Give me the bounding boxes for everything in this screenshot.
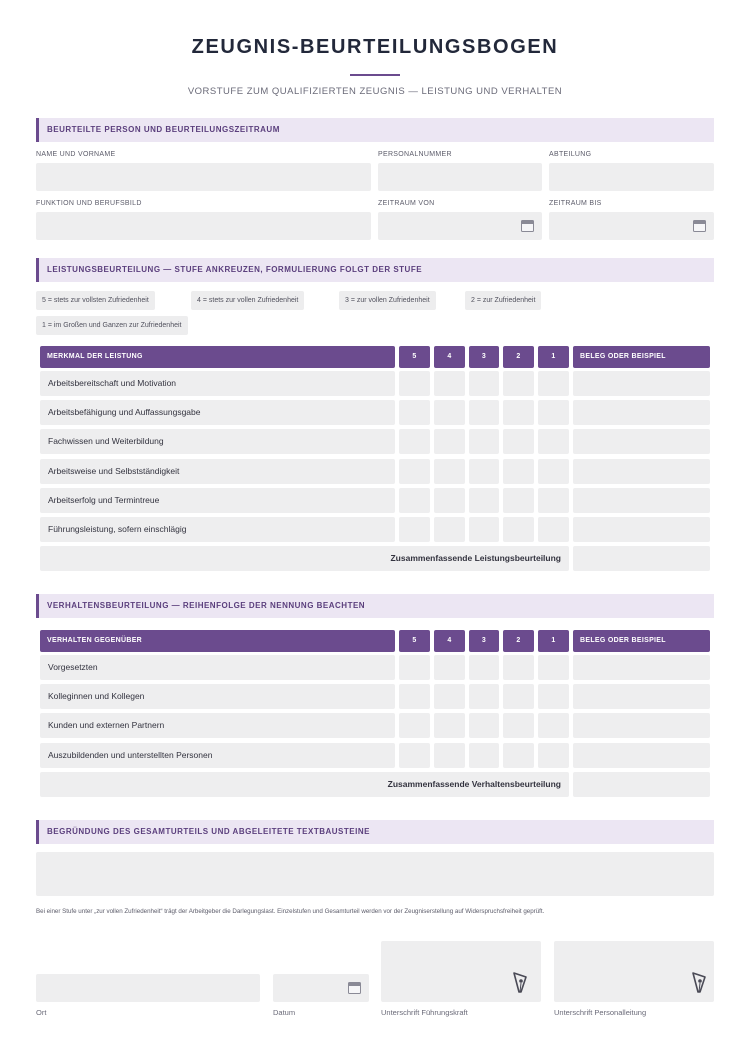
summary-label: Zusammenfassende Leistungsbeurteilung	[40, 546, 569, 571]
column-header-grade-3: 3	[469, 630, 499, 652]
calendar-icon[interactable]	[348, 982, 361, 994]
table-row-label: Kunden und externen Partnern	[40, 713, 395, 738]
page-title: ZEUGNIS-BEURTEILUNGSBOGEN	[191, 36, 559, 58]
section-justification: BEGRÜNDUNG DES GESAMTURTEILS UND ABGELEITETE TEXTBAUSTEINE	[36, 820, 714, 844]
grade-4-checkbox[interactable]	[434, 400, 465, 425]
column-header-grade-2: 2	[503, 630, 534, 652]
personnel-number-field[interactable]	[378, 163, 542, 191]
grade-1-checkbox[interactable]	[538, 488, 569, 513]
grade-5-checkbox[interactable]	[399, 459, 430, 484]
period-to-field[interactable]	[549, 212, 714, 240]
table-row-label: Arbeitsbereitschaft und Motivation	[40, 371, 395, 396]
evidence-field[interactable]	[573, 655, 710, 680]
grade-3-checkbox[interactable]	[469, 429, 499, 454]
grade-4-checkbox[interactable]	[434, 517, 465, 542]
grade-2-checkbox[interactable]	[503, 684, 534, 709]
period-from-field[interactable]	[378, 212, 542, 240]
grade-2-checkbox[interactable]	[503, 371, 534, 396]
grade-1-checkbox[interactable]	[538, 517, 569, 542]
grade-3-checkbox[interactable]	[469, 371, 499, 396]
section-person: BEURTEILTE PERSON UND BEURTEILUNGSZEITRAUM	[36, 118, 714, 142]
grade-1-checkbox[interactable]	[538, 429, 569, 454]
grade-1-checkbox[interactable]	[538, 400, 569, 425]
function-label: FUNKTION UND BERUFSBILD	[36, 200, 142, 207]
scale-legend-3: 3 = zur vollen Zufriedenheit	[339, 291, 436, 310]
column-header-evidence: BELEG ODER BEISPIEL	[573, 630, 710, 652]
evidence-field[interactable]	[573, 488, 710, 513]
grade-4-checkbox[interactable]	[434, 371, 465, 396]
grade-2-checkbox[interactable]	[503, 488, 534, 513]
grade-2-checkbox[interactable]	[503, 517, 534, 542]
scale-legend-4: 4 = stets zur vollen Zufriedenheit	[191, 291, 304, 310]
name-label: NAME UND VORNAME	[36, 151, 116, 158]
table-row-label: Führungsleistung, sofern einschlägig	[40, 517, 395, 542]
table-row-label: Arbeitsweise und Selbstständigkeit	[40, 459, 395, 484]
grade-4-checkbox[interactable]	[434, 743, 465, 768]
column-header-grade-4: 4	[434, 346, 465, 368]
grade-3-checkbox[interactable]	[469, 684, 499, 709]
manager-signature-label: Unterschrift Führungskraft	[381, 1008, 468, 1017]
grade-4-checkbox[interactable]	[434, 713, 465, 738]
grade-3-checkbox[interactable]	[469, 459, 499, 484]
column-header-grade-2: 2	[503, 346, 534, 368]
table-row-label: Arbeitsbefähigung und Auffassungsgabe	[40, 400, 395, 425]
column-header-grade-4: 4	[434, 630, 465, 652]
table-row-label: Auszubildenden und unterstellten Personen	[40, 743, 395, 768]
department-field[interactable]	[549, 163, 714, 191]
hr-signature-label: Unterschrift Personalleitung	[554, 1008, 647, 1017]
section-performance: LEISTUNGSBEURTEILUNG — STUFE ANKREUZEN, FORMULIERUNG FOLGT DER STUFE	[36, 258, 714, 282]
grade-4-checkbox[interactable]	[434, 488, 465, 513]
column-header-feature: MERKMAL DER LEISTUNG	[40, 346, 395, 368]
grade-3-checkbox[interactable]	[469, 655, 499, 680]
grade-3-checkbox[interactable]	[469, 400, 499, 425]
personnel-number-label: PERSONALNUMMER	[378, 151, 452, 158]
scale-legend-2: 2 = zur Zufriedenheit	[465, 291, 541, 310]
column-header-evidence: BELEG ODER BEISPIEL	[573, 346, 710, 368]
table-row-label: Kolleginnen und Kollegen	[40, 684, 395, 709]
column-header-grade-5: 5	[399, 346, 430, 368]
column-header-grade-3: 3	[469, 346, 499, 368]
grade-4-checkbox[interactable]	[434, 429, 465, 454]
grade-2-checkbox[interactable]	[503, 459, 534, 484]
grade-1-checkbox[interactable]	[538, 743, 569, 768]
grade-1-checkbox[interactable]	[538, 371, 569, 396]
page-subtitle: VORSTUFE ZUM QUALIFIZIERTEN ZEUGNIS — LEISTUNG UND VERHALTEN	[187, 86, 563, 97]
grade-3-checkbox[interactable]	[469, 488, 499, 513]
evidence-field[interactable]	[573, 743, 710, 768]
grade-2-checkbox[interactable]	[503, 743, 534, 768]
grade-4-checkbox[interactable]	[434, 655, 465, 680]
grade-5-checkbox[interactable]	[399, 429, 430, 454]
justification-textarea[interactable]	[36, 852, 714, 896]
title-divider	[350, 74, 400, 76]
summary-label: Zusammenfassende Verhaltensbeurteilung	[40, 772, 569, 797]
grade-3-checkbox[interactable]	[469, 743, 499, 768]
function-field[interactable]	[36, 212, 371, 240]
grade-5-checkbox[interactable]	[399, 371, 430, 396]
grade-5-checkbox[interactable]	[399, 713, 430, 738]
summary-field[interactable]	[573, 546, 710, 571]
department-label: ABTEILUNG	[549, 151, 592, 158]
legal-note: Bei einer Stufe unter „zur vollen Zufriedenheit“ trägt der Arbeitgeber die Darlegungslast. Einzelstufen und Gesamturteil werden vor der Zeugniserstellung auf Widerspruchsfreiheit geprüft.	[36, 908, 545, 915]
grade-2-checkbox[interactable]	[503, 713, 534, 738]
evidence-field[interactable]	[573, 429, 710, 454]
date-field[interactable]	[273, 974, 369, 1002]
grade-5-checkbox[interactable]	[399, 400, 430, 425]
place-label: Ort	[36, 1008, 47, 1017]
grade-2-checkbox[interactable]	[503, 655, 534, 680]
period-from-label: ZEITRAUM VON	[378, 200, 435, 207]
grade-1-checkbox[interactable]	[538, 684, 569, 709]
evidence-field[interactable]	[573, 459, 710, 484]
place-field[interactable]	[36, 974, 260, 1002]
grade-2-checkbox[interactable]	[503, 429, 534, 454]
evidence-field[interactable]	[573, 517, 710, 542]
grade-5-checkbox[interactable]	[399, 488, 430, 513]
calendar-icon[interactable]	[693, 220, 706, 232]
pen-nib-icon	[690, 972, 708, 994]
evidence-field[interactable]	[573, 400, 710, 425]
grade-5-checkbox[interactable]	[399, 517, 430, 542]
summary-field[interactable]	[573, 772, 710, 797]
evidence-field[interactable]	[573, 371, 710, 396]
evidence-field[interactable]	[573, 684, 710, 709]
grade-5-checkbox[interactable]	[399, 655, 430, 680]
pen-nib-icon	[511, 972, 529, 994]
column-header-behavior: VERHALTEN GEGENÜBER	[40, 630, 395, 652]
period-to-label: ZEITRAUM BIS	[549, 200, 602, 207]
grade-1-checkbox[interactable]	[538, 655, 569, 680]
scale-legend-1: 1 = im Großen und Ganzen zur Zufriedenheit	[36, 316, 188, 335]
table-row-label: Arbeitserfolg und Termintreue	[40, 488, 395, 513]
calendar-icon[interactable]	[521, 220, 534, 232]
grade-4-checkbox[interactable]	[434, 684, 465, 709]
grade-2-checkbox[interactable]	[503, 400, 534, 425]
hr-signature-field[interactable]	[554, 941, 714, 1002]
table-row-label: Fachwissen und Weiterbildung	[40, 429, 395, 454]
scale-legend-5: 5 = stets zur vollsten Zufriedenheit	[36, 291, 155, 310]
section-behavior: VERHALTENSBEURTEILUNG — REIHENFOLGE DER NENNUNG BEACHTEN	[36, 594, 714, 618]
grade-3-checkbox[interactable]	[469, 517, 499, 542]
grade-5-checkbox[interactable]	[399, 684, 430, 709]
name-field[interactable]	[36, 163, 371, 191]
table-row-label: Vorgesetzten	[40, 655, 395, 680]
column-header-grade-1: 1	[538, 346, 569, 368]
date-label: Datum	[273, 1008, 296, 1017]
manager-signature-field[interactable]	[381, 941, 541, 1002]
grade-1-checkbox[interactable]	[538, 459, 569, 484]
grade-5-checkbox[interactable]	[399, 743, 430, 768]
grade-4-checkbox[interactable]	[434, 459, 465, 484]
grade-1-checkbox[interactable]	[538, 713, 569, 738]
column-header-grade-1: 1	[538, 630, 569, 652]
grade-3-checkbox[interactable]	[469, 713, 499, 738]
evidence-field[interactable]	[573, 713, 710, 738]
column-header-grade-5: 5	[399, 630, 430, 652]
